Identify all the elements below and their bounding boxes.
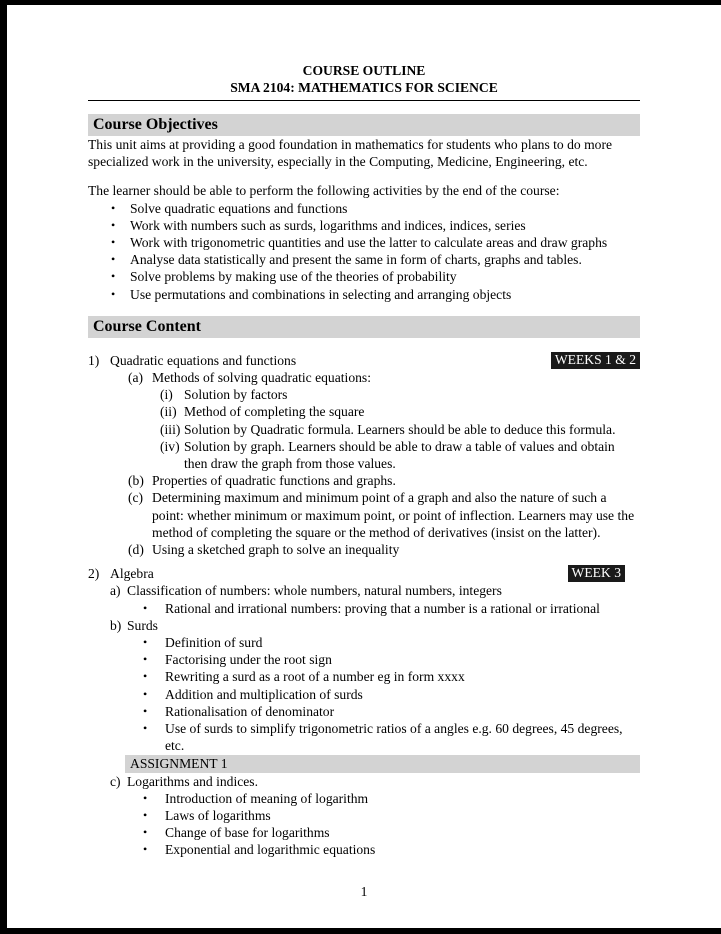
course-code-title: SMA 2104: MATHEMATICS FOR SCIENCE [230,80,498,95]
item-label: (a) [128,370,144,386]
objective-text: Work with trigonometric quantities and use the latter to calculate areas and draw graphs [130,235,608,251]
bullet-text: Exponential and logarithmic equations [165,842,376,858]
objectives-list [88,200,640,303]
week-3-badge: WEEK 3 [568,565,625,582]
bullet-text: Addition and multiplication of surds [165,686,363,702]
objectives-intro-paragraph: This unit aims at providing a good foundation in mathematics for students who plans to do more specialized work in the university, especially in the Computing, Medicine, Engineering, etc. [88,137,613,170]
bullet-icon: • [143,635,148,650]
objective-item [111,234,640,251]
item-label: a) [110,583,121,599]
bullet-icon: • [143,686,148,701]
item-label: (i) [160,387,173,403]
weeks-1-2-badge: WEEKS 1 & 2 [551,352,640,369]
item-text: Determining maximum and minimum point of a graph and also the nature of such a point: whether minimum or maximum point, or point of inflection. Learners may use the method of completing the square or the method of derivatives (insist on the latter). [152,490,635,540]
bullet-icon: • [111,252,116,267]
bullet-text: Rewriting a surd as a root of a number eg in form xxxx [165,669,465,685]
item-text: Solution by factors [184,387,288,403]
section-2-bullet [143,600,640,617]
bullet-text: Introduction of meaning of logarithm [165,790,369,806]
bullet-icon: • [111,269,116,284]
section-2-bullet [143,824,640,841]
assignment-1-bar: ASSIGNMENT 1 [125,755,640,773]
objective-item [111,200,640,217]
objective-text: Solve quadratic equations and functions [130,200,348,216]
section-1-title: Quadratic equations and functions [110,352,297,368]
objective-text: Analyse data statistically and present the same in form of charts, graphs and tables. [130,252,582,268]
bullet-text: Definition of surd [165,635,263,651]
section-2-number: 2) [88,566,100,582]
activities-intro-paragraph: The learner should be able to perform the following activities by the end of the course: [88,183,560,199]
item-text: Solution by graph. Learners should be able to draw a table of values and obtain then draw the graph from those values. [184,438,615,472]
course-outline-title: COURSE OUTLINE [302,63,426,78]
document-page [7,5,721,928]
item-text: Using a sketched graph to solve an inequality [152,542,400,558]
objective-item [111,251,640,268]
section-1-item-b [128,472,640,489]
section-1-item-a [128,369,640,386]
objective-text: Solve problems by making use of the theories of probability [130,269,457,285]
section-1-item-d [128,541,640,558]
section-2-bullet [143,668,640,685]
section-1-subitem-ii [160,403,640,420]
item-text: Classification of numbers: whole numbers, natural numbers, integers [127,583,502,599]
section-1-subitem-iv [160,438,640,472]
objective-text: Use permutations and combinations in selecting and arranging objects [130,286,512,302]
document-content [7,5,721,900]
section-1-number: 1) [88,352,100,368]
item-label: (b) [128,473,144,489]
section-2-bullet [143,651,640,668]
bullet-icon: • [111,217,116,232]
section-2-header [88,565,640,582]
bullet-icon: • [111,200,116,215]
item-label: (iv) [160,438,180,454]
item-text: Method of completing the square [184,404,365,420]
objective-item [111,268,640,285]
course-content-heading: Course Content [88,316,640,338]
section-1-subitem-iii [160,421,640,438]
bullet-text: Use of surds to simplify trigonometric ratios of a angles e.g. 60 degrees, 45 degrees, etc. [165,721,623,754]
section-2-bullet [143,703,640,720]
item-text: Methods of solving quadratic equations: [152,370,371,386]
bullet-text: Factorising under the root sign [165,652,332,668]
item-label: (c) [128,490,144,506]
item-text: Surds [127,617,158,633]
section-2-bullet [143,790,640,807]
page-number: 1 [360,883,368,899]
section-2-bullet [143,634,640,651]
bullet-icon: • [143,842,148,857]
objective-item [111,286,640,303]
item-label: b) [110,617,122,633]
bullet-icon: • [143,721,148,736]
bullet-text: Laws of logarithms [165,807,271,823]
bullet-icon: • [143,652,148,667]
bullet-icon: • [143,669,148,684]
section-2-item-b [110,617,640,634]
section-1-subitem-i [160,386,640,403]
item-label: c) [110,773,121,789]
document-header [88,62,640,96]
section-2-bullet [143,686,640,703]
course-objectives-heading: Course Objectives [88,114,640,136]
bullet-icon: • [143,825,148,840]
section-1-header [88,352,640,369]
objective-text: Work with numbers such as surds, logarithms and indices, indices, series [130,217,526,233]
item-label: (d) [128,542,144,558]
item-text: Solution by Quadratic formula. Learners should be able to deduce this formula. [184,421,616,437]
section-2-title: Algebra [110,566,154,582]
objective-item [111,217,640,234]
item-label: (iii) [160,421,181,437]
bullet-text: Change of base for logarithms [165,825,330,841]
item-text: Logarithms and indices. [127,773,258,789]
bullet-icon: • [143,807,148,822]
section-2-bullet [143,720,640,754]
bullet-icon: • [143,703,148,718]
header-divider [88,100,640,101]
bullet-text: Rational and irrational numbers: proving that a number is a rational or irrational [165,600,600,616]
bullet-icon: • [143,600,148,615]
section-2-item-a [110,582,640,599]
bullet-icon: • [111,235,116,250]
bullet-text: Rationalisation of denominator [165,703,335,719]
section-2-item-c [110,773,640,790]
bullet-icon: • [143,790,148,805]
section-2-bullet [143,841,640,858]
bullet-icon: • [111,286,116,301]
item-label: (ii) [160,404,177,420]
section-2-bullet [143,807,640,824]
section-1-item-c [128,489,640,541]
item-text: Properties of quadratic functions and graphs. [152,473,396,489]
